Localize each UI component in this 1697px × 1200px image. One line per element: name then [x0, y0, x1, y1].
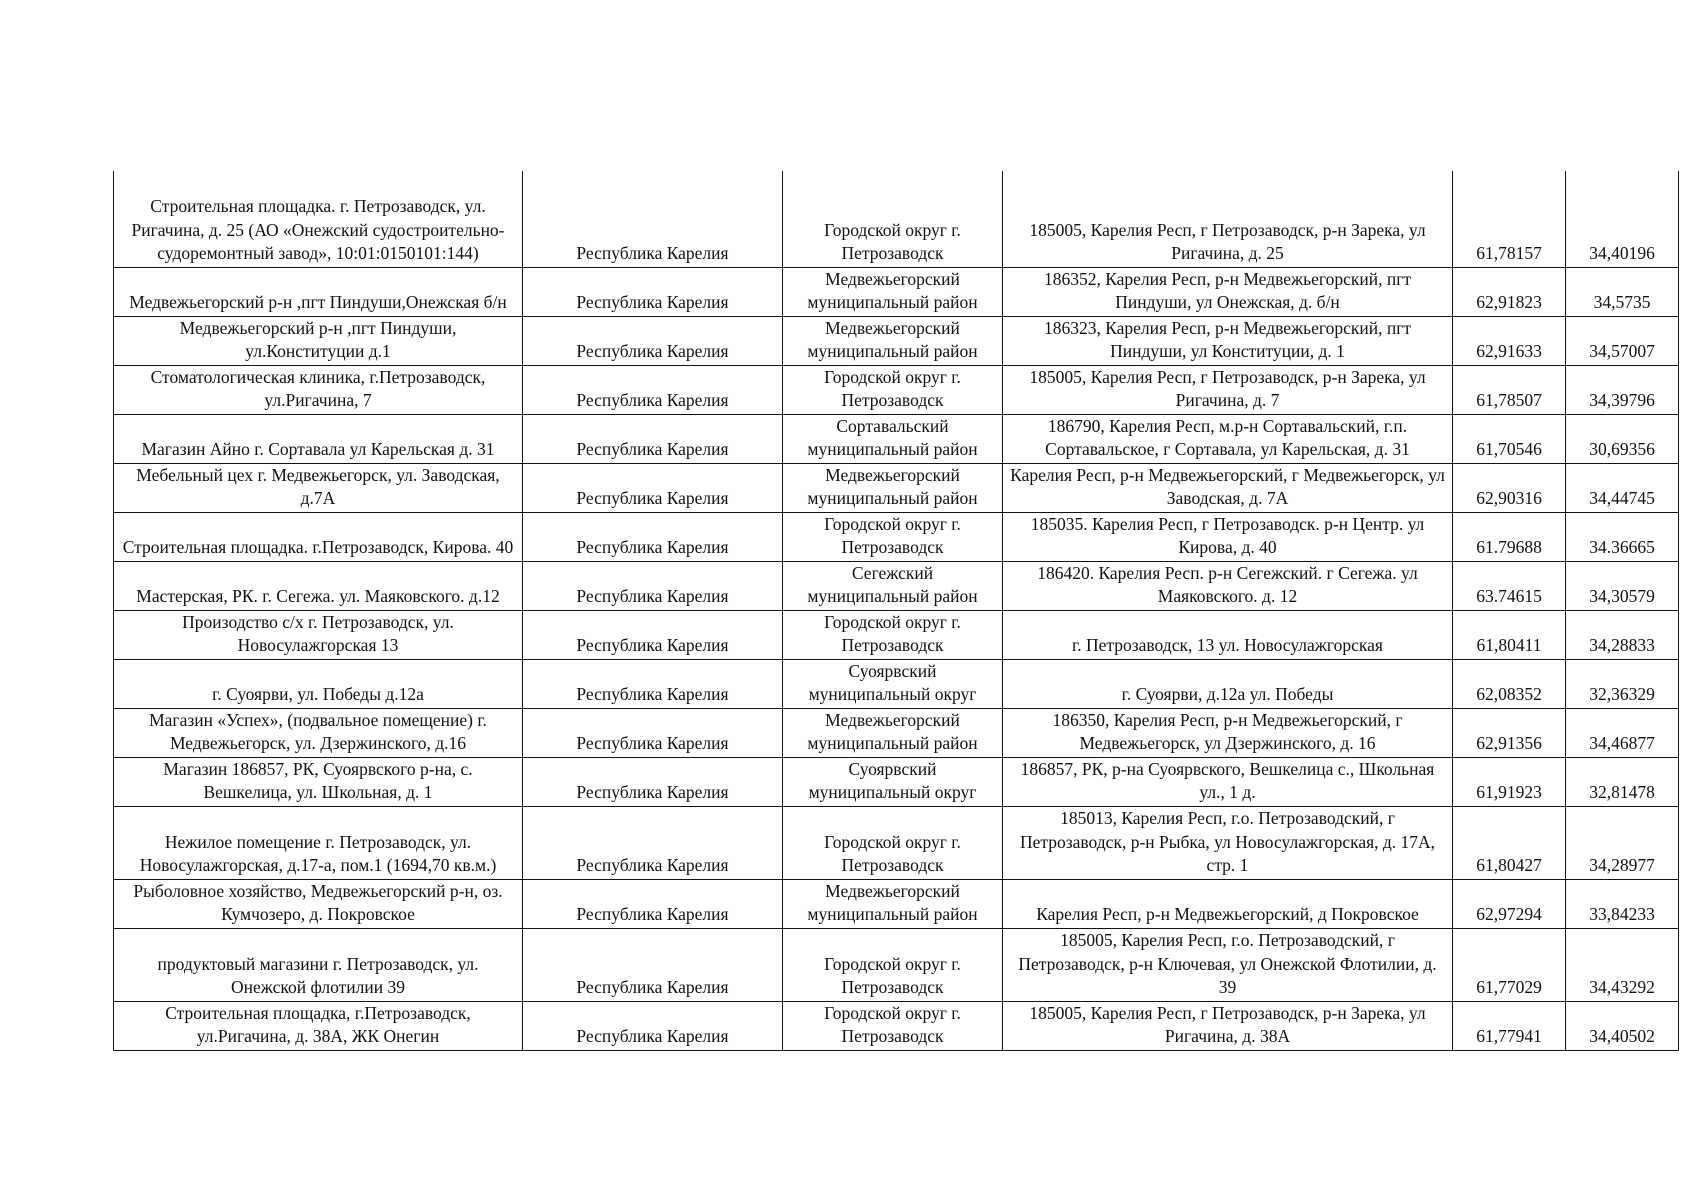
region-cell: Республика Карелия [523, 879, 783, 928]
longitude-cell: 33,84233 [1566, 879, 1679, 928]
object-name-cell: Строительная площадка. г.Петрозаводск, Кирова. 40 [114, 512, 523, 561]
object-name-cell: г. Суоярви, ул. Победы д.12а [114, 659, 523, 708]
address-cell: 186420. Карелия Респ. р-н Сегежский. г Сегежа. ул Маяковского. д. 12 [1003, 561, 1453, 610]
longitude-cell: 34,28833 [1566, 610, 1679, 659]
latitude-cell: 63.74615 [1453, 561, 1566, 610]
region-cell: Республика Карелия [523, 610, 783, 659]
address-cell: Карелия Респ, р-н Медвежьегорский, г Медвежьегорск, ул Заводская, д. 7А [1003, 463, 1453, 512]
region-cell: Республика Карелия [523, 463, 783, 512]
region-cell: Республика Карелия [523, 806, 783, 879]
latitude-cell: 62,97294 [1453, 879, 1566, 928]
longitude-cell: 34,40196 [1566, 171, 1679, 267]
region-cell: Республика Карелия [523, 414, 783, 463]
table-row [114, 512, 1679, 561]
latitude-cell: 61,80427 [1453, 806, 1566, 879]
address-cell: г. Петрозаводск, 13 ул. Новосулажгорская [1003, 610, 1453, 659]
latitude-cell: 61,78157 [1453, 171, 1566, 267]
region-cell: Республика Карелия [523, 267, 783, 316]
latitude-cell: 62,91633 [1453, 316, 1566, 365]
address-cell: 185005, Карелия Респ, г Петрозаводск, р-н Зарека, ул Ригачина, д. 38А [1003, 1001, 1453, 1050]
longitude-cell: 34,43292 [1566, 928, 1679, 1001]
table-row [114, 757, 1679, 806]
municipality-cell: Медвежьегорский муниципальный район [783, 316, 1003, 365]
table-row [114, 659, 1679, 708]
latitude-cell: 62,91356 [1453, 708, 1566, 757]
address-cell: 186352, Карелия Респ, р-н Медвежьегорский, пгт Пиндуши, ул Онежская, д. б/н [1003, 267, 1453, 316]
latitude-cell: 61,77029 [1453, 928, 1566, 1001]
latitude-cell: 61,80411 [1453, 610, 1566, 659]
region-cell: Республика Карелия [523, 316, 783, 365]
region-cell: Республика Карелия [523, 1001, 783, 1050]
table-body [114, 171, 1679, 1050]
longitude-cell: 34,40502 [1566, 1001, 1679, 1050]
table-row [114, 1001, 1679, 1050]
table-row [114, 414, 1679, 463]
object-name-cell: Мебельный цех г. Медвежьегорск, ул. Заводская, д.7А [114, 463, 523, 512]
region-cell: Республика Карелия [523, 659, 783, 708]
table-row [114, 365, 1679, 414]
object-name-cell: Рыболовное хозяйство, Медвежьегорский р-н, оз. Кумчозеро, д. Покровское [114, 879, 523, 928]
longitude-cell: 34,57007 [1566, 316, 1679, 365]
longitude-cell: 34,44745 [1566, 463, 1679, 512]
region-cell: Республика Карелия [523, 365, 783, 414]
region-cell: Республика Карелия [523, 561, 783, 610]
table-row [114, 463, 1679, 512]
latitude-cell: 61,78507 [1453, 365, 1566, 414]
object-name-cell: Магазин «Успех», (подвальное помещение) г. Медвежьегорск, ул. Дзержинского, д.16 [114, 708, 523, 757]
object-name-cell: Магазин Айно г. Сортавала ул Карельская д. 31 [114, 414, 523, 463]
municipality-cell: Городской округ г. Петрозаводск [783, 512, 1003, 561]
longitude-cell: 34,46877 [1566, 708, 1679, 757]
address-cell: Карелия Респ, р-н Медвежьегорский, д Покровское [1003, 879, 1453, 928]
longitude-cell: 34,5735 [1566, 267, 1679, 316]
objects-table [113, 171, 1679, 1051]
municipality-cell: Сегежский муниципальный район [783, 561, 1003, 610]
object-name-cell: Произодство с/х г. Петрозаводск, ул. Новосулажгорская 13 [114, 610, 523, 659]
table-row [114, 316, 1679, 365]
longitude-cell: 34,30579 [1566, 561, 1679, 610]
object-name-cell: Нежилое помещение г. Петрозаводск, ул. Новосулажгорская, д.17-а, пом.1 (1694,70 кв.м.) [114, 806, 523, 879]
table-row [114, 806, 1679, 879]
municipality-cell: Городской округ г. Петрозаводск [783, 365, 1003, 414]
municipality-cell: Медвежьегорский муниципальный район [783, 463, 1003, 512]
longitude-cell: 34,28977 [1566, 806, 1679, 879]
region-cell: Республика Карелия [523, 928, 783, 1001]
longitude-cell: 34.36665 [1566, 512, 1679, 561]
object-name-cell: Строительная площадка. г. Петрозаводск, ул. Ригачина, д. 25 (АО «Онежский судостроительно-судоремонтный завод», 10:01:0150101:144) [114, 171, 523, 267]
latitude-cell: 61,70546 [1453, 414, 1566, 463]
region-cell: Республика Карелия [523, 512, 783, 561]
municipality-cell: Медвежьегорский муниципальный район [783, 267, 1003, 316]
municipality-cell: Суоярвский муниципальный округ [783, 659, 1003, 708]
table-row [114, 561, 1679, 610]
table-row [114, 708, 1679, 757]
object-name-cell: Магазин 186857, РК, Суоярвского р-на, с. Вешкелица, ул. Школьная, д. 1 [114, 757, 523, 806]
table-row [114, 267, 1679, 316]
latitude-cell: 62,90316 [1453, 463, 1566, 512]
table-row [114, 928, 1679, 1001]
longitude-cell: 34,39796 [1566, 365, 1679, 414]
municipality-cell: Городской округ г. Петрозаводск [783, 928, 1003, 1001]
municipality-cell: Медвежьегорский муниципальный район [783, 708, 1003, 757]
municipality-cell: Городской округ г. Петрозаводск [783, 1001, 1003, 1050]
municipality-cell: Городской округ г. Петрозаводск [783, 806, 1003, 879]
table-row [114, 879, 1679, 928]
region-cell: Республика Карелия [523, 708, 783, 757]
municipality-cell: Городской округ г. Петрозаводск [783, 171, 1003, 267]
latitude-cell: 62,91823 [1453, 267, 1566, 316]
municipality-cell: Городской округ г. Петрозаводск [783, 610, 1003, 659]
municipality-cell: Суоярвский муниципальный округ [783, 757, 1003, 806]
address-cell: 185013, Карелия Респ, г.о. Петрозаводский, г Петрозаводск, р-н Рыбка, ул Новосулажгорская, д. 17А, стр. 1 [1003, 806, 1453, 879]
table-row [114, 171, 1679, 267]
object-name-cell: Строительная площадка, г.Петрозаводск, ул.Ригачина, д. 38А, ЖК Онегин [114, 1001, 523, 1050]
object-name-cell: Медвежьегорский р-н ,пгт Пиндуши,Онежская б/н [114, 267, 523, 316]
address-cell: 185005, Карелия Респ, г Петрозаводск, р-н Зарека, ул Ригачина, д. 25 [1003, 171, 1453, 267]
address-cell: 185005, Карелия Респ, г.о. Петрозаводский, г Петрозаводск, р-н Ключевая, ул Онежской Флотилии, д. 39 [1003, 928, 1453, 1001]
table-row [114, 610, 1679, 659]
longitude-cell: 32,81478 [1566, 757, 1679, 806]
region-cell: Республика Карелия [523, 171, 783, 267]
address-cell: 186857, РК, р-на Суоярвского, Вешкелица с., Школьная ул., 1 д. [1003, 757, 1453, 806]
address-cell: г. Суоярви, д.12а ул. Победы [1003, 659, 1453, 708]
address-cell: 186790, Карелия Респ, м.р-н Сортавальский, г.п. Сортавальское, г Сортавала, ул Карельская, д. 31 [1003, 414, 1453, 463]
object-name-cell: Медвежьегорский р-н ,пгт Пиндуши, ул.Конституции д.1 [114, 316, 523, 365]
region-cell: Республика Карелия [523, 757, 783, 806]
address-cell: 185005, Карелия Респ, г Петрозаводск, р-н Зарека, ул Ригачина, д. 7 [1003, 365, 1453, 414]
object-name-cell: Мастерская, РК. г. Сегежа. ул. Маяковского. д.12 [114, 561, 523, 610]
object-name-cell: Стоматологическая клиника, г.Петрозаводск, ул.Ригачина, 7 [114, 365, 523, 414]
latitude-cell: 62,08352 [1453, 659, 1566, 708]
longitude-cell: 32,36329 [1566, 659, 1679, 708]
address-cell: 185035. Карелия Респ, г Петрозаводск. р-н Центр. ул Кирова, д. 40 [1003, 512, 1453, 561]
longitude-cell: 30,69356 [1566, 414, 1679, 463]
address-cell: 186323, Карелия Респ, р-н Медвежьегорский, пгт Пиндуши, ул Конституции, д. 1 [1003, 316, 1453, 365]
address-cell: 186350, Карелия Респ, р-н Медвежьегорский, г Медвежьегорск, ул Дзержинского, д. 16 [1003, 708, 1453, 757]
latitude-cell: 61,77941 [1453, 1001, 1566, 1050]
municipality-cell: Сортавальский муниципальный район [783, 414, 1003, 463]
latitude-cell: 61.79688 [1453, 512, 1566, 561]
latitude-cell: 61,91923 [1453, 757, 1566, 806]
object-name-cell: продуктовый магазини г. Петрозаводск, ул. Онежской флотилии 39 [114, 928, 523, 1001]
municipality-cell: Медвежьегорский муниципальный район [783, 879, 1003, 928]
